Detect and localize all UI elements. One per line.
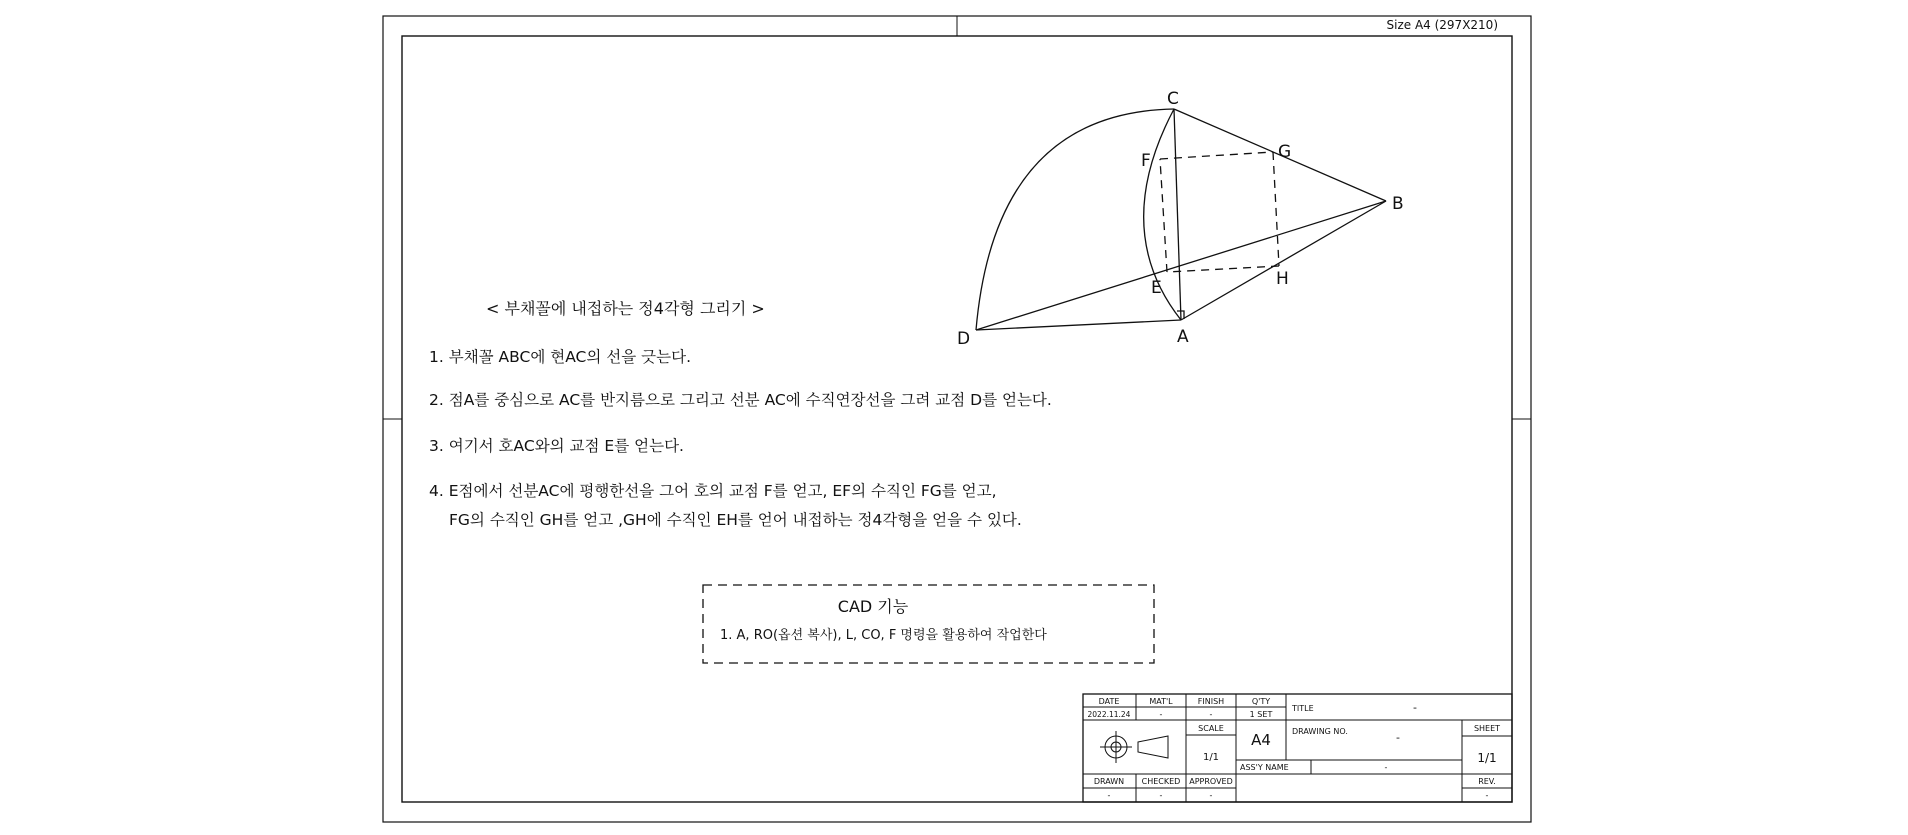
hdr-approved: APPROVED [1189, 777, 1233, 786]
val-approved: - [1209, 791, 1213, 800]
hdr-title: TITLE [1292, 704, 1314, 713]
step-1: 1. 부채꼴 ABC에 현AC의 선을 긋는다. [429, 348, 691, 366]
hdr-rev: REV. [1478, 777, 1496, 786]
label-E: E [1151, 278, 1162, 298]
cad-box-frame [703, 585, 1154, 663]
val-qty: 1 SET [1249, 710, 1273, 719]
edge-FG [1160, 152, 1273, 159]
hdr-checked: CHECKED [1141, 777, 1181, 786]
hdr-matl: MAT'L [1149, 697, 1173, 706]
cad-box-text: 1. A, RO(옵션 복사), L, CO, F 명령을 활용하여 작업한다 [720, 628, 1047, 643]
outer-border [383, 16, 1531, 822]
val-matl: - [1159, 710, 1163, 719]
hdr-drawing-no: DRAWING NO. [1292, 727, 1348, 736]
val-date: 2022.11.24 [1087, 710, 1131, 719]
hdr-assy-name: ASS'Y NAME [1240, 763, 1289, 772]
val-drawing-no: - [1396, 731, 1400, 744]
val-assy-name: - [1384, 763, 1388, 772]
label-B: B [1392, 194, 1404, 214]
hdr-finish: FINISH [1197, 697, 1225, 706]
cad-box [703, 585, 1154, 663]
segment-DA [976, 320, 1181, 330]
val-title: - [1413, 701, 1417, 714]
val-rev: - [1485, 791, 1489, 800]
val-finish: - [1209, 710, 1213, 719]
chord-AC [1174, 109, 1181, 320]
hdr-sheet: SHEET [1473, 724, 1501, 733]
val-paper: A4 [1251, 731, 1271, 749]
label-A: A [1177, 327, 1189, 347]
hdr-scale: SCALE [1198, 724, 1224, 733]
hdr-drawn: DRAWN [1093, 777, 1125, 786]
hdr-qty: Q'TY [1251, 697, 1271, 706]
val-sheet: 1/1 [1477, 751, 1497, 765]
segment-AB [1181, 201, 1386, 320]
label-C: C [1167, 89, 1179, 109]
edge-HE [1167, 266, 1279, 272]
sector-figure [976, 109, 1386, 330]
title-block-text [1088, 697, 1501, 800]
val-drawn: - [1107, 791, 1111, 800]
hdr-date: DATE [1098, 697, 1120, 706]
inner-border [402, 36, 1512, 802]
label-F: F [1141, 151, 1151, 171]
step-4: 4. E점에서 선분AC에 평행한선을 그어 호의 교점 F를 얻고, EF의 수직인 FG를 얻고, [429, 482, 997, 500]
size-label: Size A4 (297X210) [1386, 18, 1498, 32]
step-3: 3. 여기서 호AC와의 교점 E를 얻는다. [429, 437, 684, 455]
cad-box-title: CAD 기능 [837, 597, 909, 616]
instructions-heading: < 부채꼴에 내접하는 정4각형 그리기 > [486, 299, 765, 318]
val-scale: 1/1 [1202, 752, 1220, 763]
label-H: H [1276, 269, 1289, 289]
step-4-continued: FG의 수직인 GH를 얻고 ,GH에 수직인 EH를 얻어 내접하는 정4각형을 얻을 수 있다. [449, 511, 1022, 529]
edge-EF [1160, 159, 1167, 272]
edge-GH [1273, 152, 1279, 266]
val-checked: - [1159, 791, 1163, 800]
label-D: D [957, 329, 971, 349]
third-angle-projection-icon [1100, 731, 1168, 763]
step-2: 2. 점A를 중심으로 AC를 반지름으로 그리고 선분 AC에 수직연장선을 그려 교점 D를 얻는다. [429, 391, 1052, 409]
label-G: G [1278, 142, 1292, 162]
